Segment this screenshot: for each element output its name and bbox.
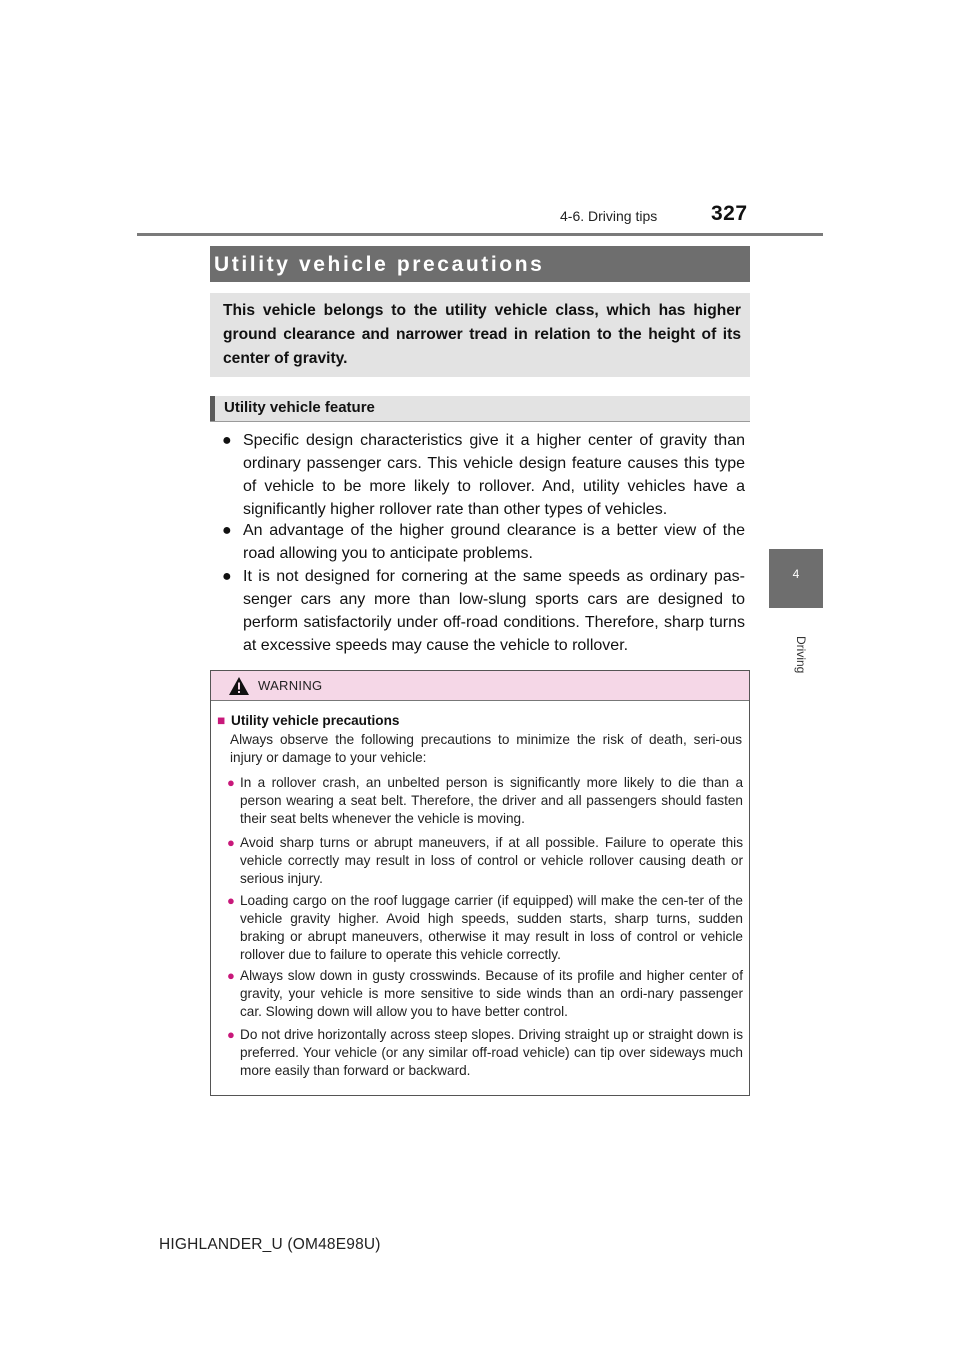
warning-heading-text: Utility vehicle precautions (231, 713, 400, 728)
warning-list-item (227, 774, 743, 828)
list-item-text: An advantage of the higher ground clearance is a better view of the road allowing you to anticipate problems. (243, 522, 745, 562)
warning-item-text: In a rollover crash, an unbelted person is significantly more likely to die than a person wearing a seat belt. Therefore, the driver and all passengers should fasten their seat belts whenever the vehicle is moving. (240, 775, 743, 826)
warning-box (210, 670, 750, 1096)
list-item (222, 429, 745, 521)
square-bullet-icon: ■ (217, 713, 226, 728)
chapter-tab-number: 4 (792, 567, 800, 581)
warning-item-text: Always slow down in gusty crosswinds. Because of its profile and higher center of gravity, your vehicle is more sensitive to side winds than an ordi-nary passenger car. Slowing down will allow you to have better control. (240, 968, 743, 1019)
warning-label: WARNING (258, 678, 323, 693)
bullet-icon: ● (227, 968, 235, 983)
page-number: 327 (711, 202, 748, 225)
subheading-accent (210, 396, 215, 421)
list-item (222, 519, 745, 565)
warning-triangle-icon (228, 676, 250, 696)
bullet-icon: ● (227, 1027, 235, 1042)
intro-text: This vehicle belongs to the utility vehicle class, which has higher ground clearance and narrower tread in relation to the height of its center of gravity. (223, 302, 741, 367)
section-label: 4-6. Driving tips (560, 208, 658, 224)
page-title: Utility vehicle precautions (214, 253, 545, 276)
list-item-text: Specific design characteristics give it a higher center of gravity than ordinary passenger cars. This vehicle design feature causes this type of vehicle to be more likely to rollover. And, utility vehicles have a significantly higher rollover rate than other types of vehicles. (243, 432, 745, 518)
list-item-text: It is not designed for cornering at the same speeds as ordinary pas-senger cars any more than low-slung sports cars are designed to perform satisfactorily under off-road conditions. Therefore, sharp turns at excessive speeds may cause the vehicle to rollover. (243, 568, 745, 654)
bullet-icon: ● (222, 568, 232, 585)
warning-intro: Always observe the following precautions to minimize the risk of death, seri-ous injury or damage to your vehicle: (230, 732, 742, 765)
subheading: Utility vehicle feature (224, 399, 375, 416)
warning-heading (217, 713, 399, 728)
chapter-tab-label: Driving (794, 636, 808, 674)
warning-list-item (227, 1026, 743, 1080)
bullet-icon: ● (227, 835, 235, 850)
chapter-tab (769, 549, 823, 608)
warning-item-text: Loading cargo on the roof luggage carrier (if equipped) will make the cen-ter of the vehicle gravity higher. Avoid high speeds, sudden starts, sharp turns, sudden braking or abrupt maneuvers, otherwise it may result in loss of control or vehicle rollover due to failure to operate this vehicle correctly. (240, 893, 743, 962)
bullet-icon: ● (227, 893, 235, 908)
warning-list-item (227, 834, 743, 888)
bullet-icon: ● (222, 432, 232, 449)
bullet-icon: ● (227, 775, 235, 790)
footer-model-code: HIGHLANDER_U (OM48E98U) (159, 1236, 381, 1253)
warning-list-item (227, 967, 743, 1021)
warning-item-text: Avoid sharp turns or abrupt maneuvers, if at all possible. Failure to operate this vehicle correctly may result in loss of control or vehicle rollover causing death or serious injury. (240, 835, 743, 886)
title-bar (210, 246, 750, 282)
intro-box (210, 293, 750, 377)
warning-header (211, 671, 749, 701)
bullet-icon: ● (222, 522, 232, 539)
subheading-bar (210, 396, 750, 422)
warning-list-item (227, 892, 743, 964)
list-item (222, 565, 745, 657)
warning-item-text: Do not drive horizontally across steep slopes. Driving straight up or straight down is preferred. Your vehicle (or any similar off-road vehicle) can tip over sideways much more easily than forward or backward. (240, 1027, 743, 1078)
header-rule (137, 233, 823, 236)
